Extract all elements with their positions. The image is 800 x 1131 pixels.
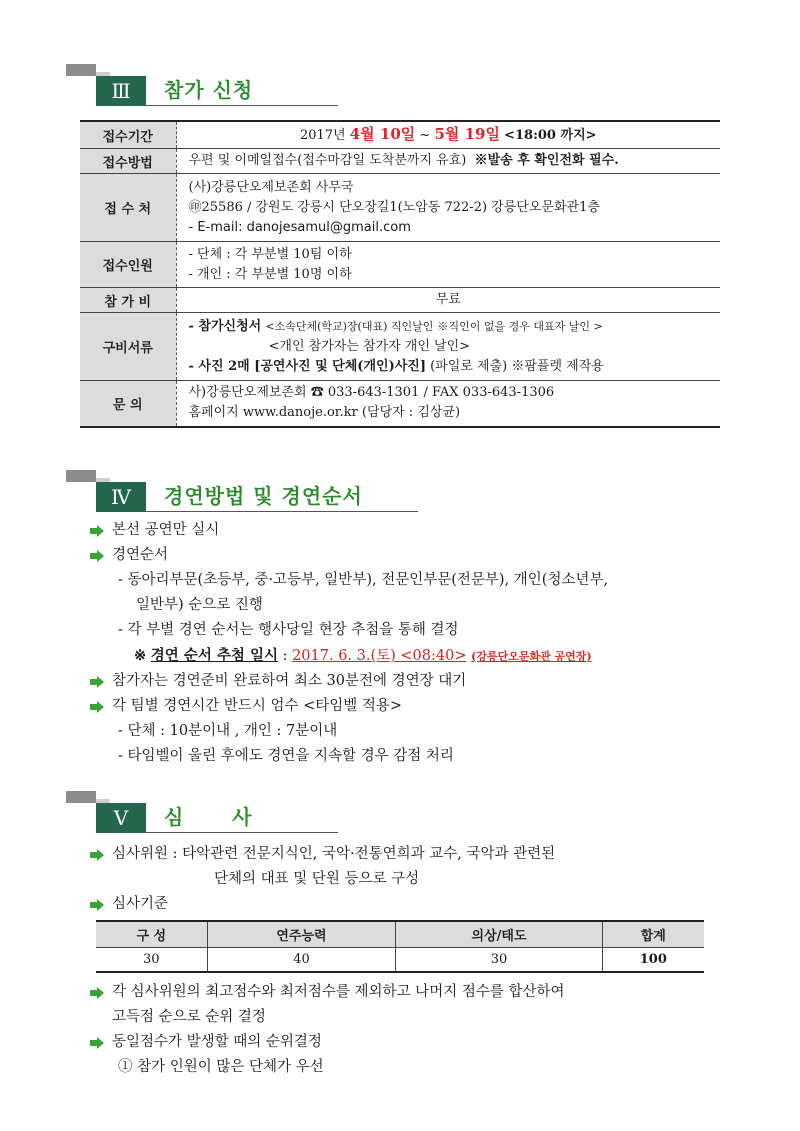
place-address: ㊞25586 / 강원도 강릉시 단오장길1(노암동 722-2) 강릉단오문화관1층 [188,199,600,215]
table-row [80,288,720,313]
divider [146,832,338,833]
people-value [176,242,720,288]
table-row [80,174,720,242]
table-row [80,313,720,381]
arrow-right-icon [90,525,104,537]
decor-block [66,791,96,803]
decor-block [66,64,96,76]
list-item [90,980,730,1005]
sub-item: - 타임벨이 울린 후에도 경연을 지속할 경우 감점 처리 [118,748,454,764]
table-header-row [96,921,704,947]
docs-text: <소속단체(학교)장(대표) 직인날인 [265,319,434,333]
list-item [90,892,730,917]
list-item [90,694,730,719]
arrow-right-icon [90,1037,104,1049]
deadline: <18:00 까지> [504,128,597,143]
people-line: - 개인 : 각 부분별 10명 이하 [188,266,352,282]
item-text: 심사위원 : 타악관련 전문지식인, 국악·전통연희과 교수, 국악과 관련된 [112,846,556,862]
item-text: 참가자는 경연준비 완료하여 최소 30분전에 경연장 대기 [112,673,467,689]
separator: ~ [419,128,431,143]
application-info-table [80,120,720,428]
decor-block [66,470,96,482]
sub-item: ① 참가 인원이 많은 단체가 우선 [118,1059,324,1075]
list-item [90,842,730,867]
period-value [176,121,720,149]
item-text: 각 팀별 경연시간 반드시 엄수 <타임벨 적용> [112,698,403,714]
row-label: 구비서류 [80,313,176,381]
row-label: 문 의 [80,381,176,427]
section-numeral: Ⅴ [96,803,146,833]
item-text: 동일점수가 발생할 때의 순위결정 [112,1034,322,1050]
year: 2017년 [299,128,346,143]
docs-bold: - 사진 2매 [공연사진 및 단체(개인)사진] [188,358,426,374]
section-title: 심 사 [164,805,253,829]
arrow-right-icon [90,899,104,911]
item-text: 본선 공연만 실시 [112,522,220,538]
ranking-list [90,980,730,1080]
sub-item: - 동아리부문(초등부, 중·고등부, 일반부), 전문인부문(전문부), 개인(청소년부, [118,572,609,588]
place-line: (사)강릉단오제보존회 사무국 [188,179,354,195]
docs-text: (파일로 제출) ※팜플렛 제작용 [430,358,604,374]
docs-bold: - 참가신청서 [188,318,262,334]
list-item [90,1030,730,1055]
people-line: - 단체 : 각 부분별 10팀 이하 [188,246,352,262]
contact-value [176,381,720,427]
arrow-right-icon [90,550,104,562]
column-header: 연주능력 [207,921,396,947]
contact-homepage[interactable]: 홈페이지 www.danoje.or.kr (담당자 : 김상균) [188,405,461,421]
note-colon: : [277,648,293,664]
place-value [176,174,720,242]
section-header-5 [66,791,426,837]
section-numeral: Ⅳ [96,482,146,512]
arrow-right-icon [90,987,104,999]
contact-phone: 사)강릉단오제보존회 ☎ 033-643-1301 / FAX 033-643-1306 [188,385,555,401]
row-label: 접 수 처 [80,174,176,242]
arrow-right-icon [90,676,104,688]
row-label: 참 가 비 [80,288,176,313]
section-numeral: Ⅲ [96,76,146,106]
table-row [80,381,720,427]
method-note: ※발송 후 확인전화 필수. [474,153,619,168]
row-label: 접수방법 [80,149,176,174]
arrow-right-icon [90,701,104,713]
competition-method-list [90,518,730,769]
table-row [80,121,720,149]
table-row [96,947,704,972]
draw-datetime: 2017. 6. 3.(토) <08:40> [292,648,467,664]
email-link[interactable]: - E-mail: danojesamul@gmail.com [188,219,411,235]
docs-value [176,313,720,381]
table-cell: 30 [396,947,602,972]
divider [146,511,418,512]
table-cell: 40 [207,947,396,972]
section-header-3 [66,64,426,110]
sub-item: 고득점 순으로 순위 결정 [112,1009,266,1025]
list-item [90,518,730,543]
table-row [80,149,720,174]
docs-line [189,317,709,337]
section-header-4 [66,470,426,516]
docs-line: <개인 참가자는 참가자 개인 날인> [268,338,471,354]
item-text: 경연순서 [112,547,169,563]
note-mark: ※ [134,647,147,664]
end-date: 5월 19일 [434,125,500,143]
method-value [176,149,720,174]
list-item [90,543,730,568]
section-title: 참가 신청 [164,78,254,102]
table-cell: 30 [96,947,207,972]
sub-item: 일반부) 순으로 진행 [136,597,263,613]
column-header: 의상/태도 [396,921,602,947]
fee-value: 무료 [176,288,720,313]
note-label: 경연 순서 추첨 일시 [150,647,278,664]
sub-item: - 단체 : 10분이내 , 개인 : 7분이내 [118,723,338,739]
divider [146,105,338,106]
item-text: 각 심사위원의 최고점수와 최저점수를 제외하고 나머지 점수를 합산하여 [112,984,565,1000]
item-text: 심사기준 [112,896,169,912]
judging-list [90,842,730,917]
draw-date-note [90,643,730,669]
method-text: 우편 및 이메일접수(접수마감일 도착분까지 유효) [188,153,467,168]
table-row [80,242,720,288]
column-header: 합계 [602,921,704,947]
scoring-criteria-table [96,920,704,973]
sub-item: 단체의 대표 및 단원 등으로 구성 [214,871,420,887]
docs-line [189,357,709,377]
section-title: 경연방법 및 경연순서 [164,484,363,508]
docs-note: ※직인이 없을 경우 대표자 날인 > [437,319,603,333]
sub-item: - 각 부별 경연 순서는 행사당일 현장 추첨을 통해 결정 [118,622,459,638]
arrow-right-icon [90,849,104,861]
start-date: 4월 10일 [349,125,416,143]
list-item [90,669,730,694]
draw-location: (강릉단오문화관 공연장) [471,650,592,663]
column-header: 구 성 [96,921,207,947]
row-label: 접수기간 [80,121,176,149]
row-label: 접수인원 [80,242,176,288]
table-cell-total: 100 [602,947,704,972]
